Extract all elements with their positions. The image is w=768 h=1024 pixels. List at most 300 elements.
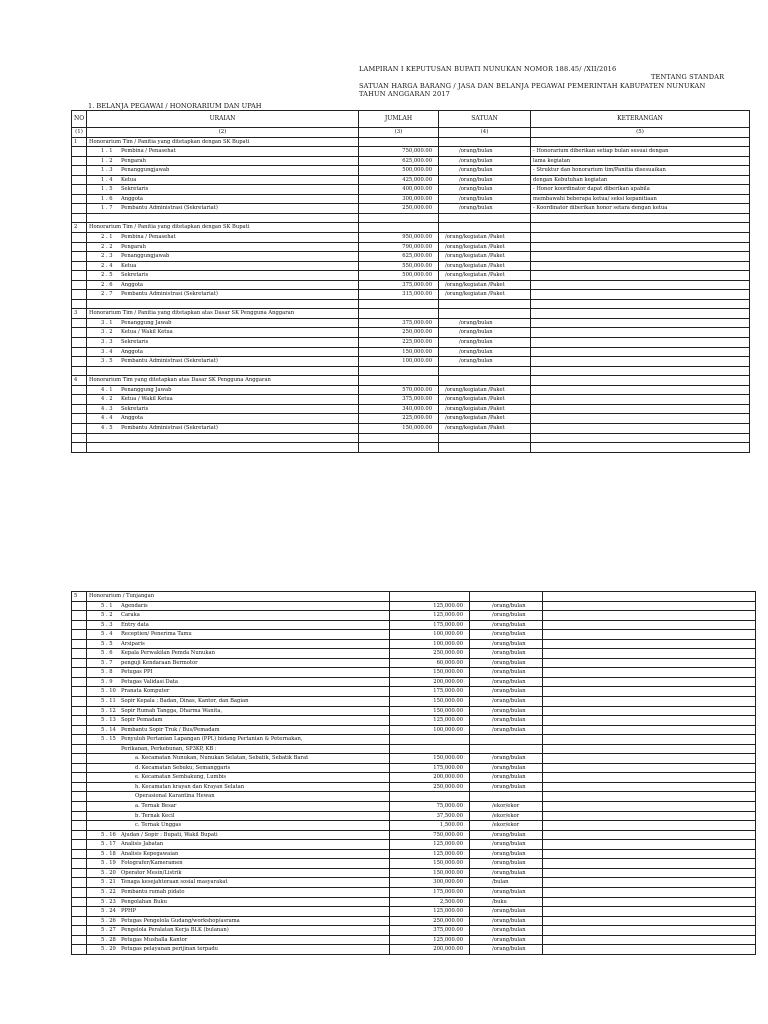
column-number: (1) <box>72 128 87 138</box>
cell-keterangan: - Honorarium diberikan setiap bulan sesuai dengan <box>531 147 750 157</box>
item-label: penguji Kendaraan Bermotor <box>121 659 198 666</box>
item-number: 2 . 3 <box>101 253 113 260</box>
cell-no <box>72 773 87 783</box>
cell-satuan: /orang/bulan <box>470 926 543 936</box>
cell-jumlah: 150,000.00 <box>390 668 470 678</box>
table-row <box>72 423 750 433</box>
item-label: Pengolahan Buku <box>121 898 167 905</box>
cell-satuan: /orang/kegiatan /Paket <box>439 404 531 414</box>
item-label: a. Kecamatan Nunukan, Nunukan Selatan, Sebatik, Sebatik Barat <box>135 755 309 762</box>
cell-keterangan <box>543 744 756 754</box>
cell-no <box>72 716 87 726</box>
cell-jumlah: 375,000.00 <box>359 395 439 405</box>
table-row <box>72 840 756 850</box>
cell-satuan: /orang/kegiatan /Paket <box>439 385 531 395</box>
item-label: Petugas Pengelola Gudang/workshop/asrama <box>121 917 240 924</box>
table-row <box>72 175 750 185</box>
item-number: 5 . 5 <box>101 640 113 647</box>
cell-satuan: /orang/kegiatan /Paket <box>439 414 531 424</box>
cell-keterangan <box>543 916 756 926</box>
cell-keterangan <box>543 945 756 955</box>
cell-satuan: /orang/bulan <box>470 782 543 792</box>
cell-no <box>72 926 87 936</box>
cell-uraian <box>87 271 359 281</box>
item-number: 5 . 19 <box>101 860 116 867</box>
table-row <box>72 261 750 271</box>
item-number: 4 . 1 <box>101 386 113 393</box>
cell-keterangan <box>531 280 750 290</box>
column-header: URAIAN <box>87 111 359 128</box>
header-line-2: TENTANG STANDAR <box>651 73 725 81</box>
item-label: Pengelola Peralatan Kerja BLK (bulanan) <box>121 927 229 934</box>
item-number: 3 . 2 <box>101 329 113 336</box>
cell-satuan: /orang/bulan <box>439 166 531 176</box>
cell-satuan: /orang/bulan <box>470 849 543 859</box>
cell-keterangan <box>543 792 756 802</box>
table-row <box>72 735 756 745</box>
empty-cell <box>531 443 750 453</box>
table-row <box>72 630 756 640</box>
cell-satuan: /orang/bulan <box>439 338 531 348</box>
group-number: 3 <box>72 309 87 319</box>
cell-keterangan: - Honor koordinator dapat diberikan apabila <box>531 185 750 195</box>
cell-keterangan <box>543 697 756 707</box>
item-label: Anggota <box>121 348 144 355</box>
cell-no <box>72 754 87 764</box>
item-number: 3 . 5 <box>101 358 113 365</box>
cell-keterangan <box>543 630 756 640</box>
item-number: 5 . 26 <box>101 917 116 924</box>
cell-jumlah: 340,000.00 <box>359 404 439 414</box>
item-label: Ajudan / Sopir : Bupati, Wakil Bupati <box>121 831 218 838</box>
cell-uraian <box>87 280 359 290</box>
cell-uraian <box>87 252 359 262</box>
cell-keterangan <box>531 347 750 357</box>
cell-uraian <box>87 878 390 888</box>
table-row <box>72 414 750 424</box>
cell-jumlah: 125,000.00 <box>390 601 470 611</box>
cell-uraian <box>87 830 390 840</box>
table-row <box>72 347 750 357</box>
cell-jumlah: 75,000.00 <box>390 802 470 812</box>
cell-keterangan <box>531 328 750 338</box>
cell-uraian <box>87 754 390 764</box>
table-row <box>72 945 756 955</box>
empty-cell <box>87 443 359 453</box>
cell-keterangan <box>531 414 750 424</box>
cell-jumlah: 200,000.00 <box>390 773 470 783</box>
group-title: Honorarium / Tunjangan <box>87 592 390 602</box>
table-row <box>72 601 756 611</box>
cell-no <box>72 175 87 185</box>
table-row <box>72 668 756 678</box>
empty-cell <box>87 433 359 443</box>
item-label: d. Kecamatan Sebuku, Semanggaris <box>135 764 231 771</box>
group-number: 1 <box>72 137 87 147</box>
table-row <box>72 859 756 869</box>
item-label: Penyuluh Pertanian Lapangan (PPL) bidang Pertanian & Peternakan, <box>121 736 303 743</box>
cell-jumlah: 225,000.00 <box>359 338 439 348</box>
cell-satuan: /orang/kegiatan /Paket <box>439 280 531 290</box>
item-label: Agendaris <box>121 602 148 609</box>
cell-uraian <box>87 620 390 630</box>
cell-jumlah: 150,000.00 <box>359 347 439 357</box>
cell-jumlah <box>390 792 470 802</box>
item-label: Tenaga kesejahteraan sosial masyarakat <box>121 879 228 886</box>
cell-keterangan <box>531 261 750 271</box>
cell-keterangan: membawahi beberapa ketua/ seksi kepanitiaan <box>531 194 750 204</box>
item-label: h. Kecamatan krayan dan Krayan Selatan <box>135 783 245 790</box>
cell-no <box>72 611 87 621</box>
item-number: 5 . 4 <box>101 631 113 638</box>
cell-satuan: /orang/bulan <box>470 887 543 897</box>
item-number: 5 . 3 <box>101 621 113 628</box>
cell-no <box>72 763 87 773</box>
item-label: Ketua <box>121 262 137 269</box>
cell-satuan: /orang/kegiatan /Paket <box>439 271 531 281</box>
empty-cell <box>72 213 87 223</box>
item-label: Petugas Validasi Data <box>121 678 178 685</box>
cell-uraian <box>87 242 359 252</box>
cell-jumlah: 100,000.00 <box>390 639 470 649</box>
cell-satuan: /orang/bulan <box>439 318 531 328</box>
empty-cell <box>359 299 439 309</box>
item-label: Sekretaris <box>121 272 149 279</box>
item-number: 1 . 5 <box>101 186 113 193</box>
cell-satuan <box>439 376 531 386</box>
cell-satuan: /orang/bulan <box>439 175 531 185</box>
cell-uraian <box>87 697 390 707</box>
cell-jumlah: 125,000.00 <box>390 840 470 850</box>
cell-uraian <box>87 840 390 850</box>
cell-uraian <box>87 338 359 348</box>
empty-cell <box>359 433 439 443</box>
cell-jumlah: 125,000.00 <box>390 849 470 859</box>
cell-keterangan <box>531 318 750 328</box>
cell-jumlah: 400,000.00 <box>359 185 439 195</box>
table-header-row <box>72 111 750 128</box>
cell-uraian <box>87 175 359 185</box>
item-number: 5 . 17 <box>101 841 116 848</box>
table-row <box>72 204 750 214</box>
cell-uraian <box>87 423 359 433</box>
cell-keterangan <box>531 271 750 281</box>
cell-keterangan <box>531 338 750 348</box>
cell-no <box>72 630 87 640</box>
table-row <box>72 868 756 878</box>
cell-keterangan <box>543 782 756 792</box>
cell-uraian <box>87 611 390 621</box>
item-label: Sekretaris <box>121 186 149 193</box>
cell-no <box>72 792 87 802</box>
cell-jumlah: 150,000.00 <box>390 706 470 716</box>
cell-keterangan <box>543 763 756 773</box>
cell-jumlah: 125,000.00 <box>390 716 470 726</box>
cell-no <box>72 735 87 745</box>
empty-cell <box>359 443 439 453</box>
cell-keterangan <box>543 754 756 764</box>
empty-row <box>72 299 750 309</box>
item-label: Fotografer/Kameramen <box>121 860 183 867</box>
cell-no <box>72 916 87 926</box>
group-title: Honorarium Tim / Panitia yang ditetapkan atas Dasar SK Pengguna Anggaran <box>87 309 359 319</box>
cell-keterangan <box>531 357 750 367</box>
cell-jumlah: 150,000.00 <box>359 423 439 433</box>
item-label: Penanggung Jawab <box>121 386 172 393</box>
cell-no <box>72 677 87 687</box>
cell-no <box>72 357 87 367</box>
cell-no <box>72 849 87 859</box>
cell-jumlah: 175,000.00 <box>390 763 470 773</box>
cell-keterangan <box>543 926 756 936</box>
item-number: 2 . 4 <box>101 262 113 269</box>
cell-jumlah: 250,000.00 <box>390 916 470 926</box>
cell-no <box>72 706 87 716</box>
cell-keterangan <box>543 802 756 812</box>
cell-uraian <box>87 687 390 697</box>
table-row <box>72 697 756 707</box>
cell-no <box>72 166 87 176</box>
item-number: 5 . 13 <box>101 717 116 724</box>
cell-no <box>72 658 87 668</box>
cell-keterangan <box>543 868 756 878</box>
cell-jumlah: 750,000.00 <box>390 830 470 840</box>
cell-jumlah <box>359 376 439 386</box>
item-label: Pembantu Administrasi (Sekretariat) <box>121 358 218 365</box>
cell-jumlah: 750,000.00 <box>359 147 439 157</box>
item-label: Anggota <box>121 415 144 422</box>
cell-no <box>72 811 87 821</box>
cell-satuan: /orang/kegiatan /Paket <box>439 261 531 271</box>
empty-cell <box>87 299 359 309</box>
cell-jumlah: 125,000.00 <box>390 611 470 621</box>
item-number: 5 . 23 <box>101 898 116 905</box>
cell-jumlah <box>359 137 439 147</box>
cell-uraian <box>87 233 359 243</box>
item-label: Ketua / Wakil Ketua <box>121 329 173 336</box>
empty-cell <box>531 299 750 309</box>
cell-no <box>72 185 87 195</box>
item-label: b. Ternak Kecil <box>135 812 175 819</box>
item-number: 4 . 3 <box>101 405 113 412</box>
cell-satuan: /orang/bulan <box>470 697 543 707</box>
cell-jumlah: 37,500.00 <box>390 811 470 821</box>
cell-uraian <box>87 763 390 773</box>
cell-keterangan <box>543 668 756 678</box>
table-row <box>72 716 756 726</box>
item-label: Pembantu Administrasi (Sekretariat) <box>121 424 218 431</box>
cell-keterangan <box>543 735 756 745</box>
item-label: Sekretaris <box>121 339 149 346</box>
item-label: Operator Mesin/Listrik <box>121 869 182 876</box>
cell-keterangan <box>543 849 756 859</box>
cell-uraian <box>87 677 390 687</box>
cell-uraian <box>87 166 359 176</box>
cell-uraian <box>87 868 390 878</box>
empty-cell <box>72 443 87 453</box>
empty-cell <box>531 366 750 376</box>
cell-jumlah: 250,000.00 <box>359 328 439 338</box>
cell-keterangan <box>543 830 756 840</box>
cell-jumlah: 500,000.00 <box>359 166 439 176</box>
cell-uraian <box>87 907 390 917</box>
item-label: Ketua <box>121 176 137 183</box>
table-row <box>72 395 750 405</box>
cell-jumlah: 790,000.00 <box>359 242 439 252</box>
cell-keterangan <box>543 658 756 668</box>
column-header: NO <box>72 111 87 128</box>
cell-no <box>72 404 87 414</box>
cell-no <box>72 338 87 348</box>
cell-satuan: /orang/bulan <box>470 773 543 783</box>
item-number: 2 . 1 <box>101 234 113 241</box>
table-row <box>72 318 750 328</box>
table-row <box>72 233 750 243</box>
cell-satuan: /orang/bulan <box>439 328 531 338</box>
cell-no <box>72 782 87 792</box>
item-label: Penanggungjawab <box>121 253 170 260</box>
group-number: 5 <box>72 592 87 602</box>
cell-keterangan <box>543 878 756 888</box>
table-row <box>72 147 750 157</box>
item-label: Ketua / Wakil Ketua <box>121 396 173 403</box>
cell-jumlah: 150,000.00 <box>390 754 470 764</box>
item-label: Pembantu Administrasi (Sekretariat) <box>121 291 218 298</box>
table-row <box>72 658 756 668</box>
cell-uraian <box>87 194 359 204</box>
group-number: 2 <box>72 223 87 233</box>
cell-no <box>72 697 87 707</box>
cell-keterangan <box>543 639 756 649</box>
item-number: 5 . 20 <box>101 869 116 876</box>
cell-no <box>72 601 87 611</box>
cell-satuan: /orang/kegiatan /Paket <box>439 395 531 405</box>
item-label: Receptien/ Penerima Tamu <box>121 631 192 638</box>
cell-uraian <box>87 639 390 649</box>
cell-uraian <box>87 706 390 716</box>
cell-satuan <box>439 137 531 147</box>
table-row <box>72 754 756 764</box>
cell-keterangan <box>543 706 756 716</box>
empty-cell <box>439 299 531 309</box>
item-label: Pembantu Sopir Truk / Bus/Pemadam <box>121 726 220 733</box>
empty-row <box>72 443 750 453</box>
cell-uraian <box>87 357 359 367</box>
table-row <box>72 156 750 166</box>
item-number: 2 . 6 <box>101 281 113 288</box>
group-title: Honorarium Tim yang ditetapkan atas Dasar SK Pengguna Anggaran <box>87 376 359 386</box>
cell-satuan: /orang/bulan <box>439 156 531 166</box>
cell-jumlah <box>359 309 439 319</box>
item-number: 1 . 3 <box>101 167 113 174</box>
item-number: 5 . 29 <box>101 946 116 953</box>
column-number: (5) <box>531 128 750 138</box>
column-number: (3) <box>359 128 439 138</box>
cell-satuan: /orang/bulan <box>470 916 543 926</box>
table-row <box>72 677 756 687</box>
table-row <box>72 878 756 888</box>
item-number: 3 . 1 <box>101 319 113 326</box>
table-row <box>72 897 756 907</box>
column-header: SATUAN <box>439 111 531 128</box>
table-row <box>72 338 750 348</box>
column-number: (2) <box>87 128 359 138</box>
cell-no <box>72 907 87 917</box>
cell-satuan: /bulan <box>470 878 543 888</box>
empty-cell <box>439 213 531 223</box>
cell-keterangan: lama kegiatan <box>531 156 750 166</box>
cell-satuan: /orang/bulan <box>439 194 531 204</box>
group-row <box>72 376 750 386</box>
table-row <box>72 649 756 659</box>
cell-keterangan <box>543 620 756 630</box>
cell-no <box>72 147 87 157</box>
cell-keterangan <box>531 309 750 319</box>
cell-no <box>72 744 87 754</box>
cell-no <box>72 945 87 955</box>
table-row <box>72 185 750 195</box>
cell-satuan: /orang/bulan <box>470 859 543 869</box>
cell-no <box>72 859 87 869</box>
cell-jumlah: 625,000.00 <box>359 156 439 166</box>
item-number: 2 . 7 <box>101 291 113 298</box>
group-row <box>72 592 756 602</box>
item-label: Sopir Pemadam <box>121 717 163 724</box>
cell-no <box>72 318 87 328</box>
cell-jumlah: 300,000.00 <box>359 194 439 204</box>
cell-no <box>72 233 87 243</box>
item-label: Anggota <box>121 281 144 288</box>
table-row <box>72 687 756 697</box>
item-number: 2 . 5 <box>101 272 113 279</box>
cell-uraian <box>87 945 390 955</box>
cell-jumlah: 100,000.00 <box>359 357 439 367</box>
table-row <box>72 821 756 831</box>
item-number: 3 . 4 <box>101 348 113 355</box>
table-row <box>72 811 756 821</box>
column-header: KETERANGAN <box>531 111 750 128</box>
cell-satuan: /orang/bulan <box>470 601 543 611</box>
cell-keterangan <box>543 859 756 869</box>
item-number: 1 . 6 <box>101 195 113 202</box>
cell-uraian <box>87 347 359 357</box>
group-title: Honorarium Tim / Panitia yang ditetapkan dengan SK Bupati <box>87 223 359 233</box>
cell-jumlah: 125,000.00 <box>390 907 470 917</box>
item-number: 5 . 9 <box>101 678 113 685</box>
cell-jumlah: 175,000.00 <box>390 620 470 630</box>
cell-jumlah <box>390 592 470 602</box>
cell-keterangan <box>531 385 750 395</box>
column-number: (4) <box>439 128 531 138</box>
empty-cell <box>439 366 531 376</box>
column-number-row <box>72 128 750 138</box>
item-number: 1 . 2 <box>101 157 113 164</box>
cell-no <box>72 194 87 204</box>
cell-keterangan <box>543 773 756 783</box>
item-number: 5 . 7 <box>101 659 113 666</box>
cell-uraian <box>87 318 359 328</box>
cell-keterangan: dengan Kebutuhan kegiatan <box>531 175 750 185</box>
empty-cell <box>531 213 750 223</box>
cell-uraian <box>87 802 390 812</box>
cell-satuan: /orang/kegiatan /Paket <box>439 233 531 243</box>
empty-row <box>72 433 750 443</box>
item-label: PPHP <box>121 908 136 915</box>
cell-no <box>72 156 87 166</box>
cell-no <box>72 649 87 659</box>
cell-keterangan <box>543 821 756 831</box>
cell-uraian <box>87 792 390 802</box>
